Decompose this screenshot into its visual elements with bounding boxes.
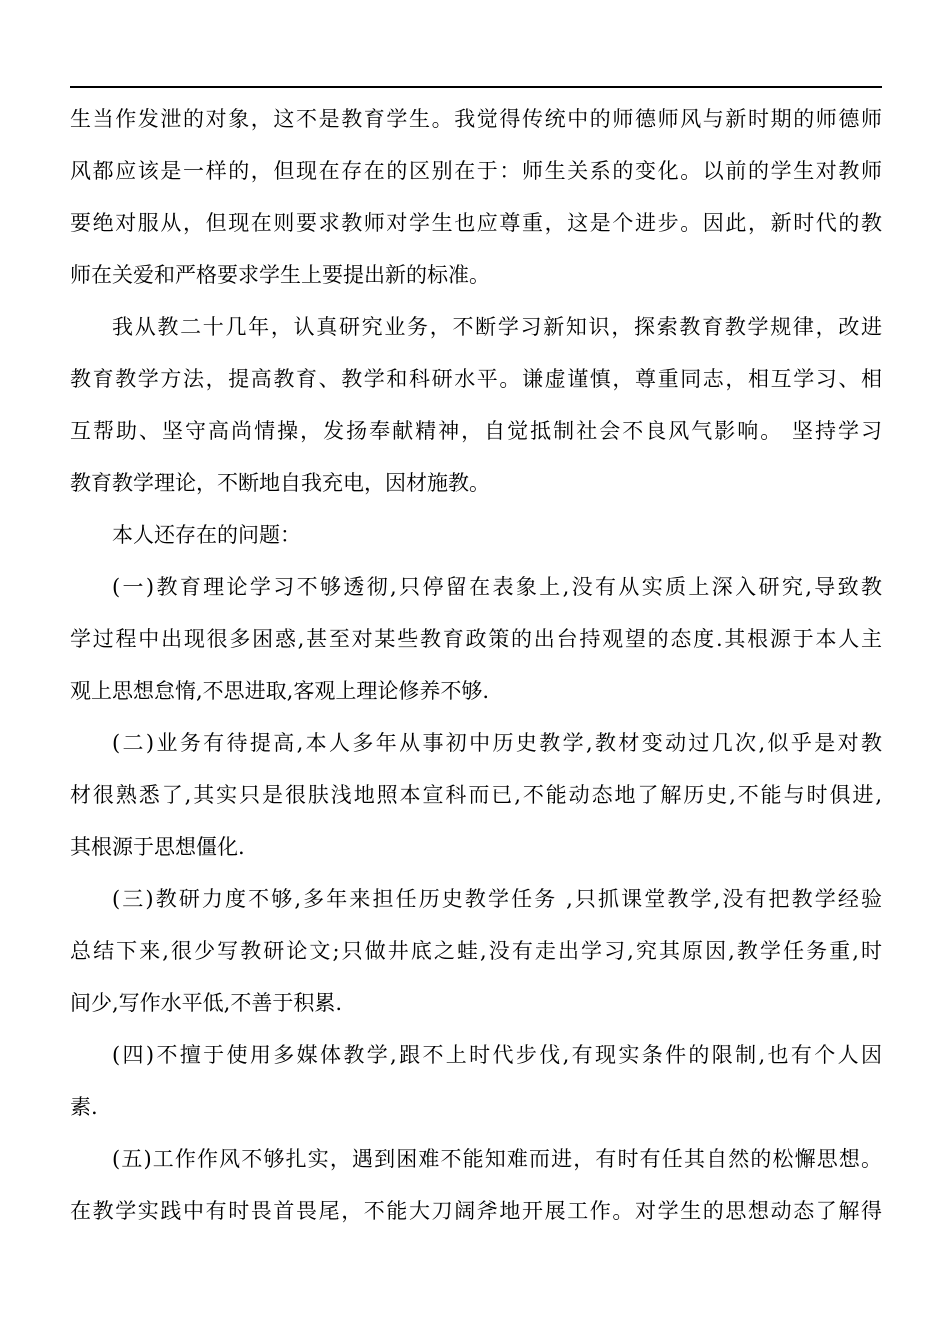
text-line: 互帮助、坚守高尚情操，发扬奉献精神，自觉抵制社会不良风气影响。 坚持学习 xyxy=(70,419,882,443)
text-line: 生当作发泄的对象，这不是教育学生。我觉得传统中的师德师风与新时期的师德师 xyxy=(70,107,882,131)
paragraph-problems-heading xyxy=(70,509,882,561)
paragraph-problem-4 xyxy=(70,1029,882,1133)
paragraph-teaching-experience xyxy=(70,301,882,509)
text-line: 素. xyxy=(70,1095,98,1119)
text-line: 本人还存在的问题： xyxy=(112,523,301,547)
header-rule xyxy=(70,86,882,88)
text-line: 我从教二十几年，认真研究业务，不断学习新知识，探索教育教学规律，改进 xyxy=(112,315,882,339)
text-line: 观上思想怠惰,不思进取,客观上理论修养不够. xyxy=(70,679,490,703)
text-line: (二)业务有待提高,本人多年从事初中历史教学,教材变动过几次,似乎是对教 xyxy=(112,731,882,755)
text-line: (一)教育理论学习不够透彻,只停留在表象上,没有从实质上深入研究,导致教 xyxy=(112,575,882,599)
text-line: 教育教学理论，不断地自我充电，因材施教。 xyxy=(70,471,490,495)
paragraph-problem-5 xyxy=(70,1133,882,1237)
paragraph-problem-1 xyxy=(70,561,882,717)
text-line: 教育教学方法，提高教育、教学和科研水平。谦虚谨慎，尊重同志，相互学习、相 xyxy=(70,367,882,391)
text-line: 总结下来,很少写教研论文;只做井底之蛙,没有走出学习,究其原因,教学任务重,时 xyxy=(70,939,882,963)
text-line: 在教学实践中有时畏首畏尾，不能大刀阔斧地开展工作。对学生的思想动态了解得 xyxy=(70,1199,882,1223)
paragraph-problem-3 xyxy=(70,873,882,1029)
paragraph-teacher-ethics xyxy=(70,93,882,301)
document-body xyxy=(70,93,882,1237)
text-line: 学过程中出现很多困惑,甚至对某些教育政策的出台持观望的态度.其根源于本人主 xyxy=(70,627,882,651)
text-line: (三)教研力度不够,多年来担任历史教学任务 ,只抓课堂教学,没有把教学经验 xyxy=(112,887,882,911)
text-line: 间少,写作水平低,不善于积累. xyxy=(70,991,343,1015)
text-line: (五)工作作风不够扎实，遇到困难不能知难而进，有时有任其自然的松懈思想。 xyxy=(112,1147,882,1171)
paragraph-problem-2 xyxy=(70,717,882,873)
text-line: 师在关爱和严格要求学生上要提出新的标准。 xyxy=(70,263,490,287)
text-line: 风都应该是一样的，但现在存在的区别在于：师生关系的变化。以前的学生对教师 xyxy=(70,159,882,183)
text-line: 材很熟悉了,其实只是很肤浅地照本宣科而已,不能动态地了解历史,不能与时俱进, xyxy=(70,783,882,807)
text-line: 其根源于思想僵化. xyxy=(70,835,245,859)
text-line: 要绝对服从，但现在则要求教师对学生也应尊重，这是个进步。因此，新时代的教 xyxy=(70,211,882,235)
text-line: (四)不擅于使用多媒体教学,跟不上时代步伐,有现实条件的限制,也有个人因 xyxy=(112,1043,882,1067)
